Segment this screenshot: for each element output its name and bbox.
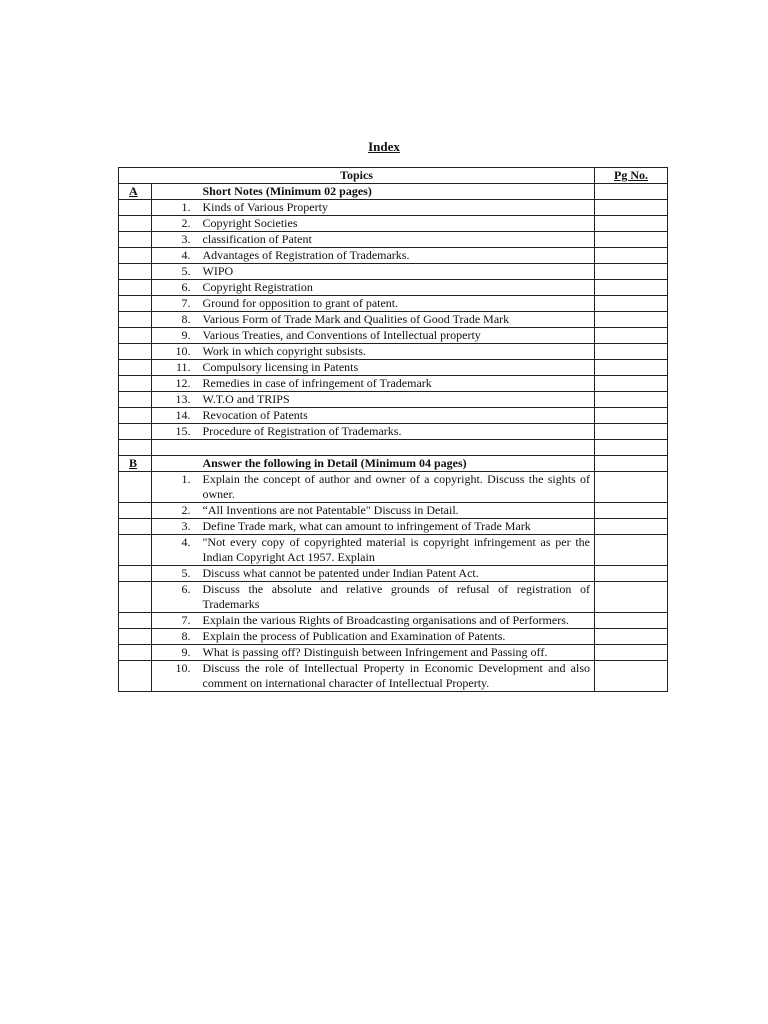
page-number-cell xyxy=(595,344,668,360)
section-letter: A xyxy=(119,184,152,200)
section-cell xyxy=(119,519,152,535)
table-row xyxy=(119,232,668,248)
item-topic: Compulsory licensing in Patents xyxy=(199,360,595,376)
item-topic: Remedies in case of infringement of Trademark xyxy=(199,376,595,392)
page-number-cell xyxy=(595,661,668,692)
page-number-cell xyxy=(595,360,668,376)
page-number-cell xyxy=(595,376,668,392)
page-number-cell xyxy=(595,503,668,519)
page-number-cell xyxy=(595,519,668,535)
item-topic: Copyright Registration xyxy=(199,280,595,296)
item-number: 9. xyxy=(152,645,199,661)
table-row xyxy=(119,296,668,312)
page-number-cell xyxy=(595,582,668,613)
table-row xyxy=(119,424,668,440)
item-number: 10. xyxy=(152,344,199,360)
page-number-cell xyxy=(595,472,668,503)
item-topic: Explain the process of Publication and Examination of Patents. xyxy=(199,629,595,645)
item-topic: W.T.O and TRIPS xyxy=(199,392,595,408)
table-row xyxy=(119,344,668,360)
page-number-cell xyxy=(595,264,668,280)
section-row xyxy=(119,184,668,200)
item-number: 2. xyxy=(152,216,199,232)
section-cell xyxy=(119,566,152,582)
page-number-cell xyxy=(595,613,668,629)
item-topic: Discuss what cannot be patented under Indian Patent Act. xyxy=(199,566,595,582)
item-topic: Various Treaties, and Conventions of Intellectual property xyxy=(199,328,595,344)
page-number-cell xyxy=(595,296,668,312)
section-cell xyxy=(119,376,152,392)
item-number: 6. xyxy=(152,582,199,613)
table-row xyxy=(119,312,668,328)
item-topic: Discuss the role of Intellectual Property in Economic Development and also comment on international character of Intellectual Property. xyxy=(199,661,595,692)
index-table xyxy=(118,167,668,692)
section-cell xyxy=(119,200,152,216)
item-number: 8. xyxy=(152,312,199,328)
table-row xyxy=(119,264,668,280)
item-number: 9. xyxy=(152,328,199,344)
table-row xyxy=(119,392,668,408)
section-cell xyxy=(119,232,152,248)
item-number: 7. xyxy=(152,613,199,629)
page-number-cell xyxy=(595,312,668,328)
index-body xyxy=(119,184,668,692)
spacer-row xyxy=(119,440,668,456)
section-cell xyxy=(119,645,152,661)
section-cell xyxy=(119,582,152,613)
item-topic: Discuss the absolute and relative grounds of refusal of registration of Trademarks xyxy=(199,582,595,613)
item-number: 7. xyxy=(152,296,199,312)
empty-cell xyxy=(595,440,668,456)
section-title: Short Notes (Minimum 02 pages) xyxy=(199,184,595,200)
table-row xyxy=(119,360,668,376)
section-cell xyxy=(119,248,152,264)
section-cell xyxy=(119,613,152,629)
item-topic: What is passing off? Distinguish between Infringement and Passing off. xyxy=(199,645,595,661)
section-row xyxy=(119,456,668,472)
table-row xyxy=(119,503,668,519)
item-number: 6. xyxy=(152,280,199,296)
item-topic: Ground for opposition to grant of patent. xyxy=(199,296,595,312)
page-number-cell xyxy=(595,184,668,200)
section-cell xyxy=(119,472,152,503)
section-cell xyxy=(119,328,152,344)
page-number-cell xyxy=(595,200,668,216)
topics-header: Topics xyxy=(119,168,595,184)
item-number: 10. xyxy=(152,661,199,692)
table-row xyxy=(119,661,668,692)
table-row xyxy=(119,200,668,216)
page-number-cell xyxy=(595,535,668,566)
page-number-header: Pg No. xyxy=(595,168,668,184)
page-number-cell xyxy=(595,566,668,582)
page-number-cell xyxy=(595,392,668,408)
page-number-cell xyxy=(595,248,668,264)
item-number: 8. xyxy=(152,629,199,645)
table-row xyxy=(119,328,668,344)
item-number: 4. xyxy=(152,248,199,264)
item-number: 12. xyxy=(152,376,199,392)
section-cell xyxy=(119,344,152,360)
table-row xyxy=(119,216,668,232)
table-row xyxy=(119,472,668,503)
section-cell xyxy=(119,360,152,376)
page-number-cell xyxy=(595,645,668,661)
item-topic: Revocation of Patents xyxy=(199,408,595,424)
item-number: 3. xyxy=(152,519,199,535)
item-topic: “All Inventions are not Patentable" Discuss in Detail. xyxy=(199,503,595,519)
item-number: 1. xyxy=(152,200,199,216)
item-number: 4. xyxy=(152,535,199,566)
table-row xyxy=(119,248,668,264)
table-row xyxy=(119,582,668,613)
item-topic: Various Form of Trade Mark and Qualities of Good Trade Mark xyxy=(199,312,595,328)
section-cell xyxy=(119,216,152,232)
item-topic: Kinds of Various Property xyxy=(199,200,595,216)
table-row xyxy=(119,629,668,645)
page-title: Index xyxy=(368,139,400,154)
section-cell xyxy=(119,424,152,440)
section-cell xyxy=(119,629,152,645)
section-cell xyxy=(119,280,152,296)
item-topic: Advantages of Registration of Trademarks. xyxy=(199,248,595,264)
item-topic: Procedure of Registration of Trademarks. xyxy=(199,424,595,440)
table-row xyxy=(119,613,668,629)
section-cell xyxy=(119,312,152,328)
table-row xyxy=(119,535,668,566)
item-topic: Explain the concept of author and owner of a copyright. Discuss the sights of owner. xyxy=(199,472,595,503)
item-topic: WIPO xyxy=(199,264,595,280)
item-number: 13. xyxy=(152,392,199,408)
item-number: 3. xyxy=(152,232,199,248)
item-number: 5. xyxy=(152,264,199,280)
page-number-cell xyxy=(595,232,668,248)
item-topic: Explain the various Rights of Broadcasting organisations and of Performers. xyxy=(199,613,595,629)
section-cell xyxy=(119,503,152,519)
section-number-cell xyxy=(152,184,199,200)
header-row xyxy=(119,168,668,184)
empty-cell xyxy=(199,440,595,456)
page-number-cell xyxy=(595,424,668,440)
table-row xyxy=(119,519,668,535)
table-row xyxy=(119,280,668,296)
section-cell xyxy=(119,264,152,280)
item-number: 11. xyxy=(152,360,199,376)
item-number: 5. xyxy=(152,566,199,582)
section-number-cell xyxy=(152,456,199,472)
item-number: 15. xyxy=(152,424,199,440)
item-topic: "Not every copy of copyrighted material is copyright infringement as per the Indian Copyright Act 1957. Explain xyxy=(199,535,595,566)
item-topic: Work in which copyright subsists. xyxy=(199,344,595,360)
item-topic: Define Trade mark, what can amount to infringement of Trade Mark xyxy=(199,519,595,535)
page-number-cell xyxy=(595,280,668,296)
page-number-cell xyxy=(595,456,668,472)
empty-cell xyxy=(119,440,152,456)
item-number: 2. xyxy=(152,503,199,519)
page-number-cell xyxy=(595,216,668,232)
empty-cell xyxy=(152,440,199,456)
item-topic: classification of Patent xyxy=(199,232,595,248)
table-row xyxy=(119,566,668,582)
section-cell xyxy=(119,392,152,408)
page-number-cell xyxy=(595,629,668,645)
section-cell xyxy=(119,661,152,692)
table-row xyxy=(119,645,668,661)
section-cell xyxy=(119,535,152,566)
section-letter: B xyxy=(119,456,152,472)
page-number-cell xyxy=(595,408,668,424)
section-title: Answer the following in Detail (Minimum 04 pages) xyxy=(199,456,595,472)
table-row xyxy=(119,376,668,392)
section-cell xyxy=(119,408,152,424)
item-number: 14. xyxy=(152,408,199,424)
item-topic: Copyright Societies xyxy=(199,216,595,232)
item-number: 1. xyxy=(152,472,199,503)
table-row xyxy=(119,408,668,424)
page-number-cell xyxy=(595,328,668,344)
section-cell xyxy=(119,296,152,312)
